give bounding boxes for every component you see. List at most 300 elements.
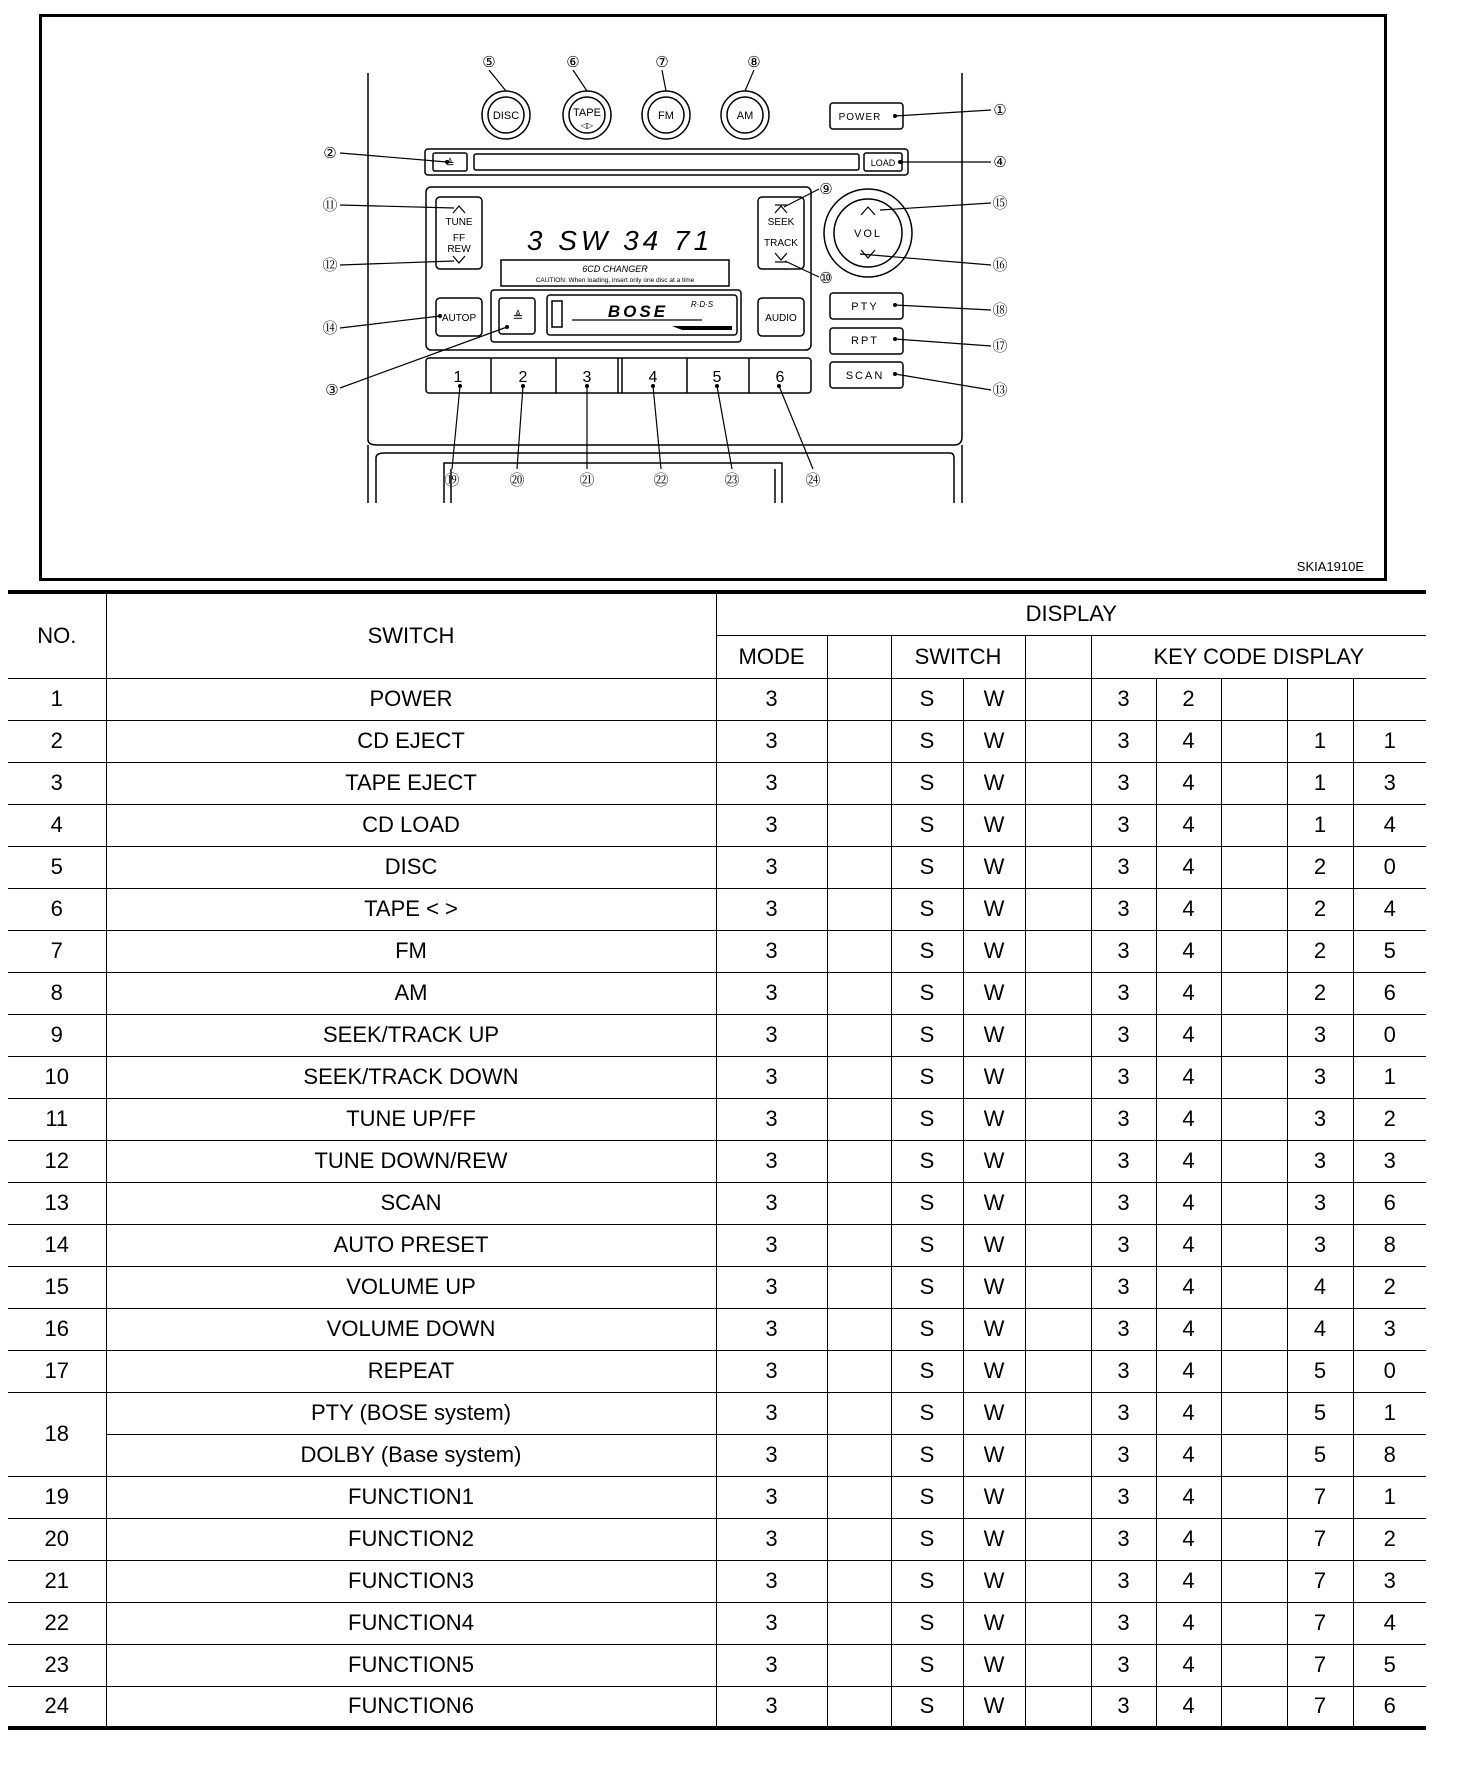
callout-7: ⑦ xyxy=(655,54,669,71)
audio-button: AUDIO xyxy=(765,313,797,324)
cell-blank xyxy=(827,1644,891,1686)
cell-s: S xyxy=(891,1224,963,1266)
cell-mode: 3 xyxy=(716,1182,827,1224)
cell-s: S xyxy=(891,1182,963,1224)
cell-w: W xyxy=(963,1098,1025,1140)
cell-blank xyxy=(1025,1308,1091,1350)
cell-key-2: 4 xyxy=(1156,888,1221,930)
cell-key-3 xyxy=(1287,678,1353,720)
cell-no: 2 xyxy=(8,720,106,762)
table-row xyxy=(8,678,1426,720)
preset-6: 6 xyxy=(775,369,785,386)
cell-blank xyxy=(1221,1266,1287,1308)
callout-1: ① xyxy=(993,102,1007,119)
cell-blank xyxy=(1221,1098,1287,1140)
cell-key-3: 7 xyxy=(1287,1476,1353,1518)
cell-mode: 3 xyxy=(716,1056,827,1098)
cell-blank xyxy=(1025,846,1091,888)
cell-key-3: 5 xyxy=(1287,1392,1353,1434)
cell-no: 5 xyxy=(8,846,106,888)
callout-22: ㉒ xyxy=(653,472,669,489)
cell-key-1: 3 xyxy=(1091,1686,1156,1728)
cell-key-2: 4 xyxy=(1156,1350,1221,1392)
table-row xyxy=(8,1098,1426,1140)
cell-mode: 3 xyxy=(716,930,827,972)
cell-key-4: 6 xyxy=(1353,972,1426,1014)
cell-key-1: 3 xyxy=(1091,930,1156,972)
rpt-button: RPT xyxy=(851,335,879,347)
cell-key-1: 3 xyxy=(1091,1518,1156,1560)
cell-key-4: 1 xyxy=(1353,1476,1426,1518)
cell-blank xyxy=(1025,1392,1091,1434)
header-mode: MODE xyxy=(716,635,827,678)
cell-key-3: 7 xyxy=(1287,1560,1353,1602)
load-button: LOAD xyxy=(870,158,896,168)
callout-6: ⑥ xyxy=(566,54,580,71)
bose-logo: BOSE xyxy=(607,302,669,321)
table-row xyxy=(8,1140,1426,1182)
table-row xyxy=(8,1476,1426,1518)
cell-blank xyxy=(827,1602,891,1644)
cell-w: W xyxy=(963,1434,1025,1476)
cell-s: S xyxy=(891,1266,963,1308)
cell-key-3: 2 xyxy=(1287,888,1353,930)
callout-21: ㉑ xyxy=(579,472,595,489)
cell-key-2: 4 xyxy=(1156,1140,1221,1182)
cell-key-1: 3 xyxy=(1091,1392,1156,1434)
cell-key-2: 4 xyxy=(1156,720,1221,762)
cell-mode: 3 xyxy=(716,972,827,1014)
table-row xyxy=(8,972,1426,1014)
switch-key-code-table xyxy=(8,590,1426,1730)
cell-blank xyxy=(1025,762,1091,804)
scan-button: SCAN xyxy=(845,370,885,382)
cell-s: S xyxy=(891,1308,963,1350)
cell-key-4: 2 xyxy=(1353,1098,1426,1140)
cell-switch: SCAN xyxy=(106,1182,716,1224)
cell-key-1: 3 xyxy=(1091,1350,1156,1392)
cell-blank xyxy=(827,1098,891,1140)
cell-blank xyxy=(1025,1518,1091,1560)
table-row xyxy=(8,1266,1426,1308)
table-row xyxy=(8,1308,1426,1350)
cell-mode: 3 xyxy=(716,1350,827,1392)
callout-13: ⑬ xyxy=(992,382,1008,399)
cell-key-3: 5 xyxy=(1287,1434,1353,1476)
cell-s: S xyxy=(891,888,963,930)
radio-illustration xyxy=(42,17,1390,584)
cell-blank xyxy=(827,1266,891,1308)
cell-key-2: 4 xyxy=(1156,1602,1221,1644)
cell-blank xyxy=(1221,804,1287,846)
cell-blank xyxy=(827,1014,891,1056)
table-row xyxy=(8,1560,1426,1602)
cell-key-2: 4 xyxy=(1156,1014,1221,1056)
cell-mode: 3 xyxy=(716,1644,827,1686)
cell-blank xyxy=(827,1350,891,1392)
cell-mode: 3 xyxy=(716,678,827,720)
cell-blank xyxy=(1025,1056,1091,1098)
cell-no: 19 xyxy=(8,1476,106,1518)
cell-switch: REPEAT xyxy=(106,1350,716,1392)
cell-no: 1 xyxy=(8,678,106,720)
cell-switch: CD LOAD xyxy=(106,804,716,846)
cell-s: S xyxy=(891,1392,963,1434)
cell-key-3: 7 xyxy=(1287,1602,1353,1644)
eject-icon: ≜ xyxy=(445,158,455,170)
cell-key-4: 0 xyxy=(1353,846,1426,888)
header-key-code-display: KEY CODE DISPLAY xyxy=(1091,635,1426,678)
cell-mode: 3 xyxy=(716,1434,827,1476)
cell-blank xyxy=(1025,1644,1091,1686)
cell-blank xyxy=(1025,1266,1091,1308)
cell-mode: 3 xyxy=(716,720,827,762)
cell-blank xyxy=(827,1518,891,1560)
cell-key-4: 3 xyxy=(1353,1140,1426,1182)
cell-w: W xyxy=(963,1518,1025,1560)
changer-label: 6CD CHANGER xyxy=(582,264,648,274)
cell-key-2: 4 xyxy=(1156,1644,1221,1686)
cell-blank xyxy=(827,1686,891,1728)
cell-blank xyxy=(827,888,891,930)
cell-key-2: 4 xyxy=(1156,804,1221,846)
cell-w: W xyxy=(963,1602,1025,1644)
cell-key-2: 4 xyxy=(1156,762,1221,804)
callout-8: ⑧ xyxy=(747,54,761,71)
cell-key-4: 6 xyxy=(1353,1182,1426,1224)
cell-key-3: 1 xyxy=(1287,720,1353,762)
cell-blank xyxy=(1221,1560,1287,1602)
power-button: POWER xyxy=(838,112,882,123)
cell-key-1: 3 xyxy=(1091,1476,1156,1518)
cell-key-1: 3 xyxy=(1091,1056,1156,1098)
cell-switch: CD EJECT xyxy=(106,720,716,762)
cell-no: 21 xyxy=(8,1560,106,1602)
cell-blank xyxy=(1221,1392,1287,1434)
cell-blank xyxy=(1025,1476,1091,1518)
callout-4: ④ xyxy=(993,154,1007,171)
cell-blank xyxy=(1221,1518,1287,1560)
cell-w: W xyxy=(963,1182,1025,1224)
cell-no: 11 xyxy=(8,1098,106,1140)
cell-key-2: 2 xyxy=(1156,678,1221,720)
cell-no: 9 xyxy=(8,1014,106,1056)
cell-mode: 3 xyxy=(716,762,827,804)
cell-key-1: 3 xyxy=(1091,1308,1156,1350)
cell-blank xyxy=(827,1308,891,1350)
cell-blank xyxy=(827,1140,891,1182)
cell-no: 14 xyxy=(8,1224,106,1266)
cell-no: 10 xyxy=(8,1056,106,1098)
table-row xyxy=(8,1224,1426,1266)
cell-key-1: 3 xyxy=(1091,1224,1156,1266)
cell-s: S xyxy=(891,1350,963,1392)
disc-button: DISC xyxy=(492,110,520,122)
preset-3: 3 xyxy=(582,369,592,386)
cell-key-1: 3 xyxy=(1091,1644,1156,1686)
cell-blank xyxy=(827,1434,891,1476)
cell-key-1: 3 xyxy=(1091,720,1156,762)
ff-label: FF xyxy=(452,233,466,244)
pty-button: PTY xyxy=(851,301,879,313)
cell-switch: FUNCTION4 xyxy=(106,1602,716,1644)
cell-mode: 3 xyxy=(716,1224,827,1266)
cell-mode: 3 xyxy=(716,1308,827,1350)
cell-key-4: 3 xyxy=(1353,1308,1426,1350)
cell-blank xyxy=(1025,1434,1091,1476)
table-row xyxy=(8,762,1426,804)
cell-key-1: 3 xyxy=(1091,1266,1156,1308)
cell-mode: 3 xyxy=(716,888,827,930)
cell-blank xyxy=(1221,1308,1287,1350)
cell-s: S xyxy=(891,846,963,888)
cell-blank xyxy=(827,1224,891,1266)
cell-key-2: 4 xyxy=(1156,1056,1221,1098)
tune-down-icon xyxy=(453,256,465,263)
cell-s: S xyxy=(891,1140,963,1182)
cell-w: W xyxy=(963,972,1025,1014)
cell-blank xyxy=(827,972,891,1014)
cell-key-4: 2 xyxy=(1353,1266,1426,1308)
cell-blank xyxy=(827,762,891,804)
cell-key-1: 3 xyxy=(1091,1098,1156,1140)
cell-no: 15 xyxy=(8,1266,106,1308)
cell-key-2: 4 xyxy=(1156,930,1221,972)
cell-blank xyxy=(1025,804,1091,846)
cell-key-3: 3 xyxy=(1287,1140,1353,1182)
seek-label: SEEK xyxy=(767,217,795,228)
table-row xyxy=(8,1350,1426,1392)
cell-s: S xyxy=(891,1056,963,1098)
cell-key-2: 4 xyxy=(1156,1686,1221,1728)
cell-key-4 xyxy=(1353,678,1426,720)
callout-3: ③ xyxy=(325,382,339,399)
cell-blank xyxy=(1221,720,1287,762)
header-switch: SWITCH xyxy=(106,592,716,678)
cell-w: W xyxy=(963,804,1025,846)
cell-switch: POWER xyxy=(106,678,716,720)
cell-switch: AUTO PRESET xyxy=(106,1224,716,1266)
cell-key-3: 1 xyxy=(1287,804,1353,846)
cell-key-3: 2 xyxy=(1287,846,1353,888)
cell-blank xyxy=(1025,1602,1091,1644)
cell-key-1: 3 xyxy=(1091,846,1156,888)
cell-key-2: 4 xyxy=(1156,972,1221,1014)
cell-switch: AM xyxy=(106,972,716,1014)
cell-blank xyxy=(1221,1686,1287,1728)
cell-s: S xyxy=(891,1686,963,1728)
cell-no: 3 xyxy=(8,762,106,804)
vol-up-icon xyxy=(861,207,875,215)
cell-blank xyxy=(1221,1056,1287,1098)
caution-text: CAUTION: When loading, insert only one disc at a time xyxy=(535,277,695,284)
cell-mode: 3 xyxy=(716,1686,827,1728)
cell-key-1: 3 xyxy=(1091,1434,1156,1476)
figure-id: SKIA1910E xyxy=(1296,559,1364,574)
cell-s: S xyxy=(891,930,963,972)
cell-mode: 3 xyxy=(716,1392,827,1434)
cell-switch: DOLBY (Base system) xyxy=(106,1434,716,1476)
cell-key-3: 3 xyxy=(1287,1014,1353,1056)
cell-blank xyxy=(827,1182,891,1224)
callout-17: ⑰ xyxy=(992,338,1008,355)
cell-mode: 3 xyxy=(716,1518,827,1560)
cell-blank xyxy=(1221,1014,1287,1056)
cell-key-4: 5 xyxy=(1353,1644,1426,1686)
cell-key-1: 3 xyxy=(1091,888,1156,930)
cell-blank xyxy=(827,804,891,846)
table-row xyxy=(8,1014,1426,1056)
callout-15: ⑮ xyxy=(992,195,1008,212)
cell-key-4: 8 xyxy=(1353,1434,1426,1476)
header-no: NO. xyxy=(8,592,106,678)
cell-switch: FUNCTION6 xyxy=(106,1686,716,1728)
cell-mode: 3 xyxy=(716,1098,827,1140)
cell-no: 18 xyxy=(8,1392,106,1476)
cell-key-4: 4 xyxy=(1353,888,1426,930)
tape-button: TAPE xyxy=(573,107,601,119)
cell-key-1: 3 xyxy=(1091,972,1156,1014)
cell-no: 17 xyxy=(8,1350,106,1392)
cell-blank xyxy=(1221,1224,1287,1266)
cell-no: 12 xyxy=(8,1140,106,1182)
cell-w: W xyxy=(963,678,1025,720)
cell-key-4: 4 xyxy=(1353,1602,1426,1644)
cd-slot xyxy=(474,154,859,170)
cell-key-3: 5 xyxy=(1287,1350,1353,1392)
fm-button: FM xyxy=(658,110,674,122)
callout-18: ⑱ xyxy=(992,302,1008,319)
cell-key-4: 1 xyxy=(1353,1056,1426,1098)
cell-mode: 3 xyxy=(716,1602,827,1644)
cell-switch: VOLUME DOWN xyxy=(106,1308,716,1350)
cell-w: W xyxy=(963,720,1025,762)
cell-switch: FUNCTION2 xyxy=(106,1518,716,1560)
seek-button-outline xyxy=(758,197,804,269)
callout-20: ⑳ xyxy=(509,472,525,489)
cell-blank xyxy=(827,846,891,888)
callout-10: ⑩ xyxy=(819,270,833,287)
table-row xyxy=(8,1518,1426,1560)
cell-blank xyxy=(827,1560,891,1602)
cell-switch: TUNE UP/FF xyxy=(106,1098,716,1140)
cell-key-3: 3 xyxy=(1287,1224,1353,1266)
cell-key-4: 1 xyxy=(1353,1392,1426,1434)
cell-key-2: 4 xyxy=(1156,1308,1221,1350)
preset-5: 5 xyxy=(712,369,722,386)
cell-s: S xyxy=(891,762,963,804)
table-row xyxy=(8,1602,1426,1644)
callout-12: ⑫ xyxy=(322,257,338,274)
cell-s: S xyxy=(891,678,963,720)
cell-blank xyxy=(827,930,891,972)
cell-switch: VOLUME UP xyxy=(106,1266,716,1308)
cell-s: S xyxy=(891,1476,963,1518)
cell-switch: TAPE < > xyxy=(106,888,716,930)
table-row xyxy=(8,1056,1426,1098)
radio-diagram xyxy=(39,14,1387,581)
cell-blank xyxy=(1221,1350,1287,1392)
cell-blank xyxy=(1221,846,1287,888)
cell-blank xyxy=(827,1476,891,1518)
cell-blank xyxy=(1221,1476,1287,1518)
cell-s: S xyxy=(891,972,963,1014)
cell-switch: TAPE EJECT xyxy=(106,762,716,804)
cell-switch: SEEK/TRACK UP xyxy=(106,1014,716,1056)
rds-logo: R·D·S xyxy=(690,300,714,309)
cell-w: W xyxy=(963,762,1025,804)
cell-w: W xyxy=(963,846,1025,888)
cell-key-4: 1 xyxy=(1353,720,1426,762)
cell-blank xyxy=(1025,972,1091,1014)
cell-key-4: 8 xyxy=(1353,1224,1426,1266)
cell-w: W xyxy=(963,930,1025,972)
cell-s: S xyxy=(891,1560,963,1602)
cell-blank xyxy=(1025,1560,1091,1602)
cell-w: W xyxy=(963,1560,1025,1602)
cell-s: S xyxy=(891,720,963,762)
cell-blank xyxy=(1025,1140,1091,1182)
header-switch-sub: SWITCH xyxy=(891,635,1025,678)
header-display: DISPLAY xyxy=(716,592,1426,635)
cell-key-4: 3 xyxy=(1353,762,1426,804)
cell-blank xyxy=(1025,1098,1091,1140)
cell-key-4: 5 xyxy=(1353,930,1426,972)
cell-w: W xyxy=(963,1266,1025,1308)
tape-arrows-icon: ◁▷ xyxy=(580,121,594,130)
cell-blank xyxy=(1221,1434,1287,1476)
cell-w: W xyxy=(963,1056,1025,1098)
header-blank xyxy=(1025,635,1091,678)
cell-key-4: 0 xyxy=(1353,1014,1426,1056)
cell-key-3: 3 xyxy=(1287,1098,1353,1140)
cell-key-3: 3 xyxy=(1287,1182,1353,1224)
cell-s: S xyxy=(891,1098,963,1140)
table-row xyxy=(8,846,1426,888)
table-row xyxy=(8,930,1426,972)
cell-key-2: 4 xyxy=(1156,1182,1221,1224)
cell-blank xyxy=(1025,678,1091,720)
cell-s: S xyxy=(891,1644,963,1686)
cell-key-2: 4 xyxy=(1156,1098,1221,1140)
cell-switch: FM xyxy=(106,930,716,972)
cell-key-2: 4 xyxy=(1156,1518,1221,1560)
cell-no: 20 xyxy=(8,1518,106,1560)
cell-key-1: 3 xyxy=(1091,762,1156,804)
cell-key-3: 7 xyxy=(1287,1644,1353,1686)
cell-w: W xyxy=(963,1140,1025,1182)
cell-key-3: 4 xyxy=(1287,1266,1353,1308)
cell-key-2: 4 xyxy=(1156,1224,1221,1266)
callout-19: ⑲ xyxy=(444,472,460,489)
cell-key-2: 4 xyxy=(1156,1392,1221,1434)
am-button: AM xyxy=(736,110,754,122)
track-label: TRACK xyxy=(764,238,798,249)
cell-blank xyxy=(1221,1182,1287,1224)
cell-blank xyxy=(827,1056,891,1098)
cell-no: 22 xyxy=(8,1602,106,1644)
callout-11: ⑪ xyxy=(322,197,338,214)
cell-mode: 3 xyxy=(716,1476,827,1518)
callout-2: ② xyxy=(323,145,337,162)
cell-blank xyxy=(1025,720,1091,762)
cell-key-1: 3 xyxy=(1091,804,1156,846)
cell-blank xyxy=(1025,888,1091,930)
cell-w: W xyxy=(963,1476,1025,1518)
cell-mode: 3 xyxy=(716,1560,827,1602)
table-row xyxy=(8,720,1426,762)
table-row xyxy=(8,1392,1426,1434)
